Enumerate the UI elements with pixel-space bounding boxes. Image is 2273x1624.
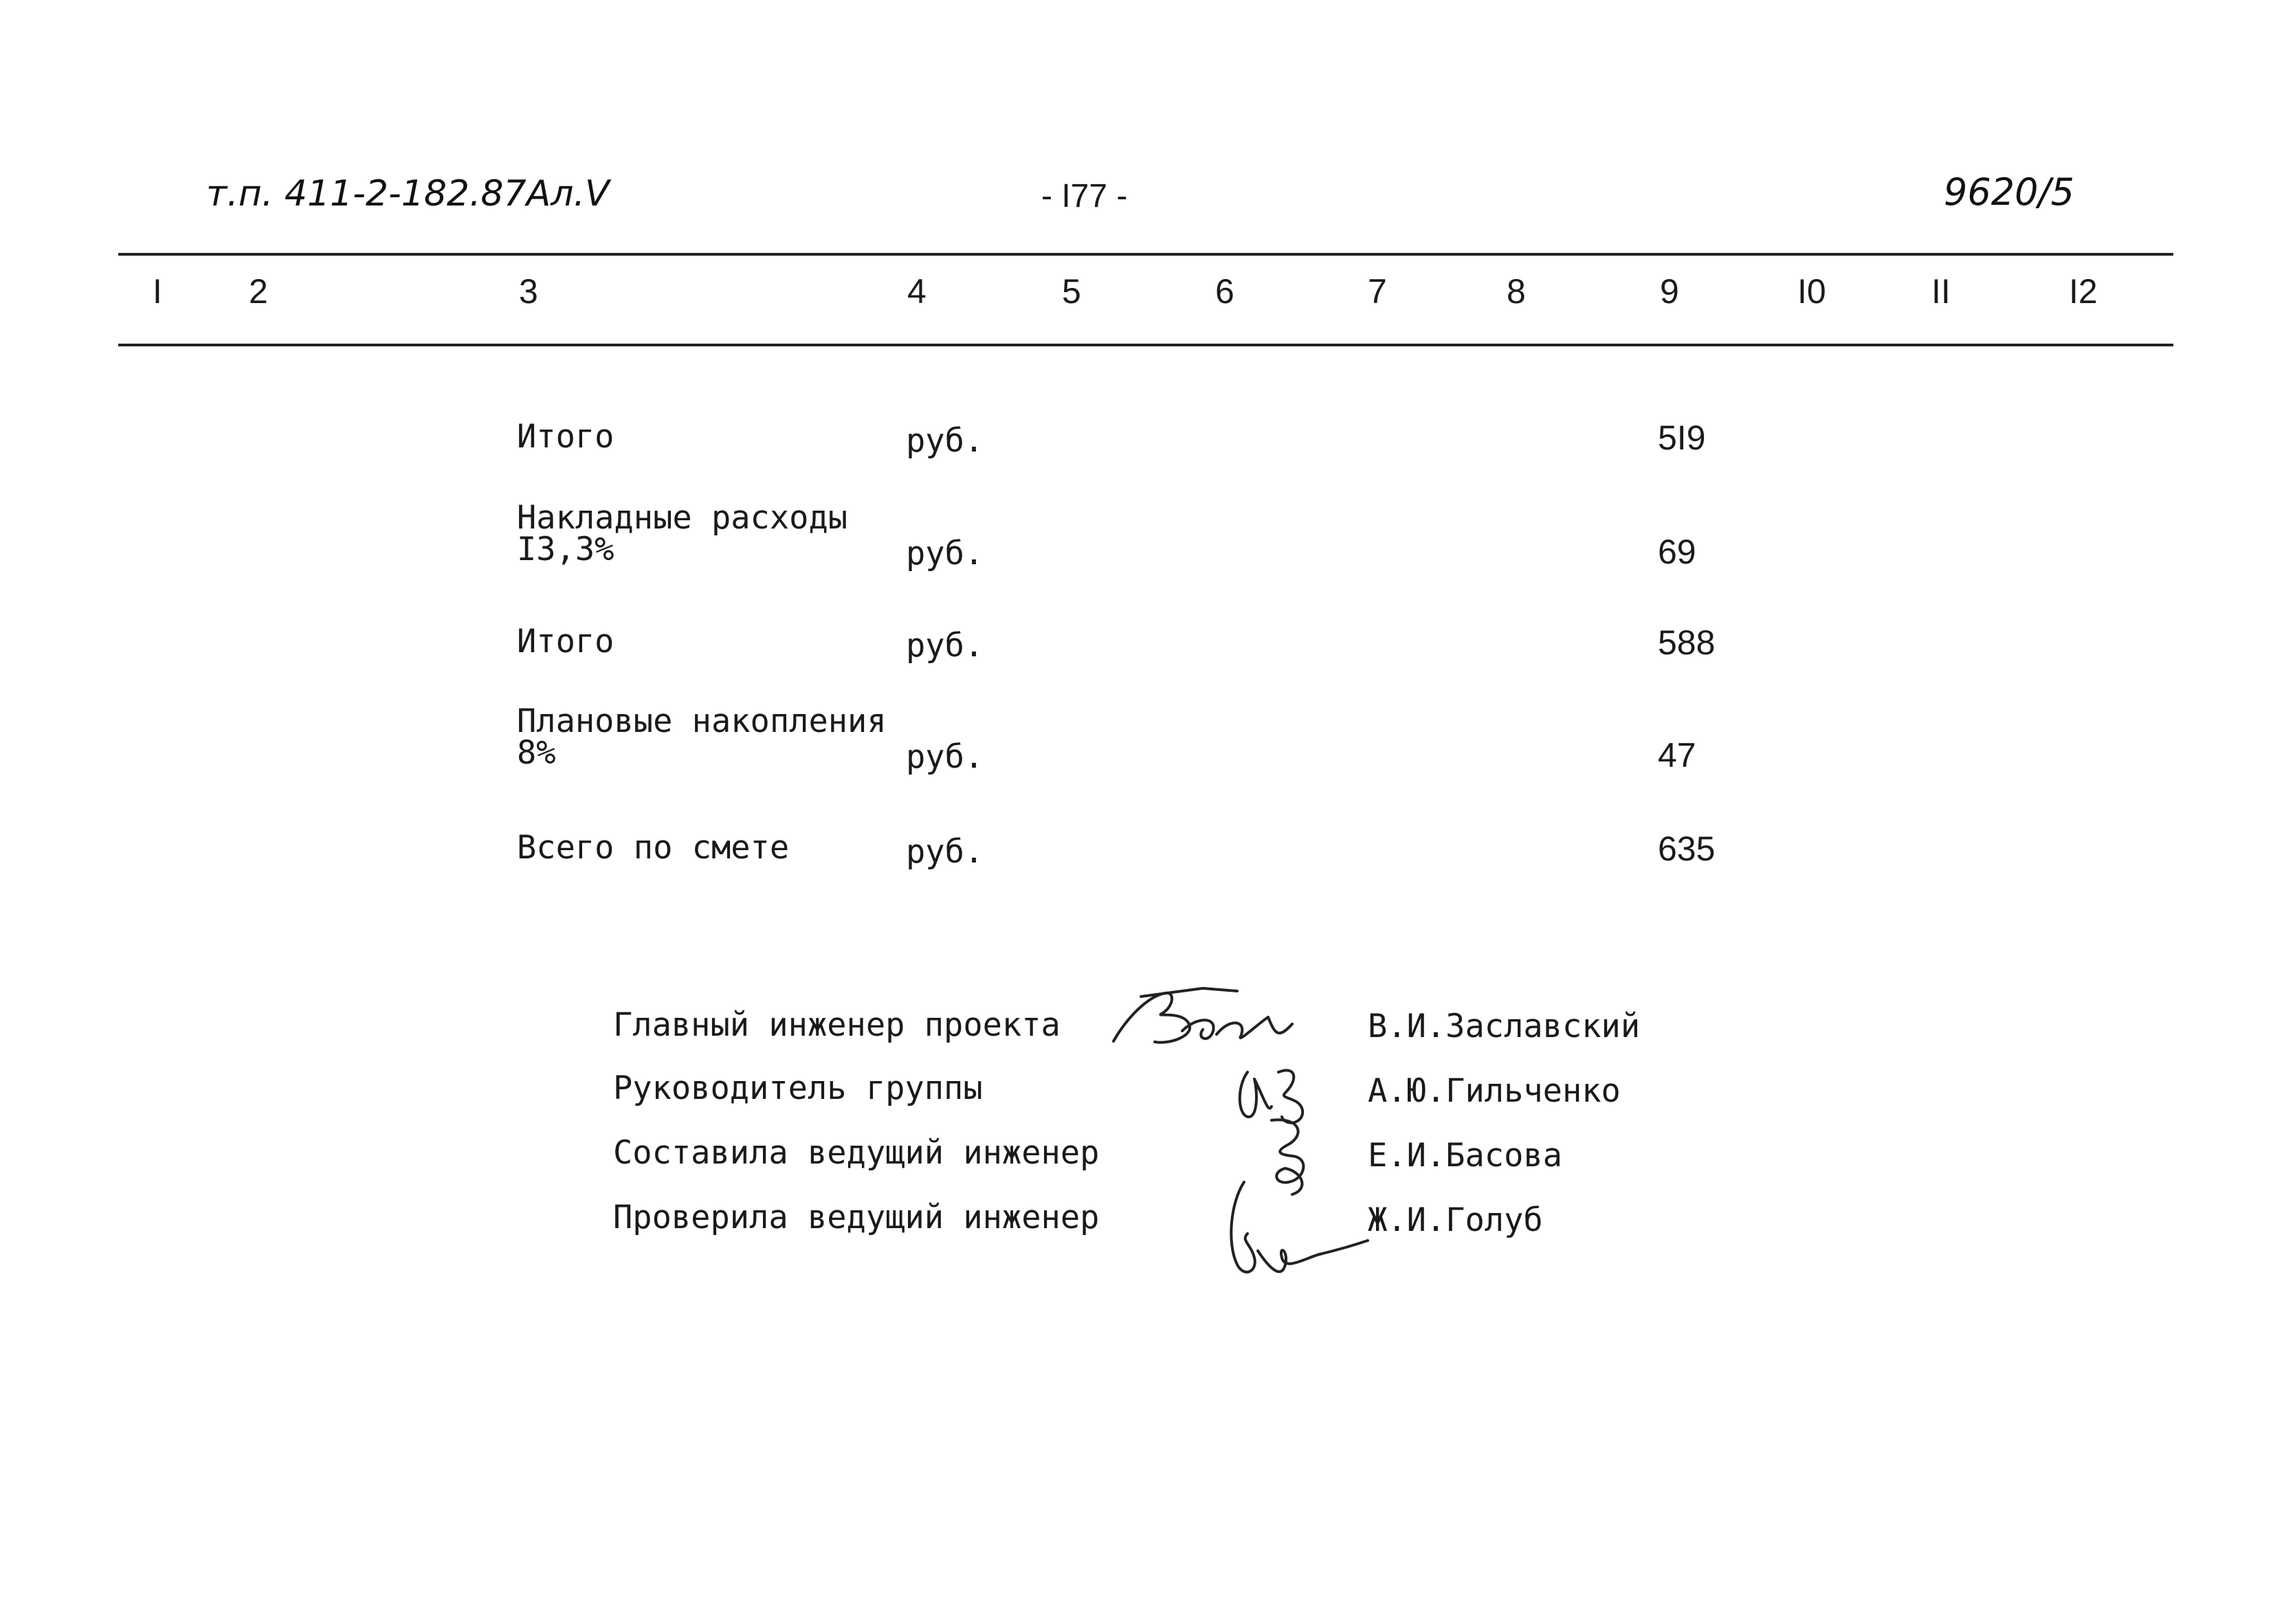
row-label-rate: 8% xyxy=(517,734,556,772)
document-code: т.п. 411-2-182.87Ал.V xyxy=(206,173,610,214)
row-label-rate: I3,3% xyxy=(517,531,614,568)
column-number: 7 xyxy=(1368,272,1387,311)
row-label: Итого xyxy=(517,623,614,660)
column-number: 2 xyxy=(249,272,268,311)
row-value: 47 xyxy=(1658,736,1696,775)
column-number: 4 xyxy=(907,272,927,311)
column-number: 5 xyxy=(1062,272,1081,311)
column-number: 3 xyxy=(519,272,538,311)
row-label: Итого xyxy=(517,418,614,456)
column-number: 6 xyxy=(1215,272,1234,311)
column-number: 9 xyxy=(1660,272,1679,311)
column-number: I xyxy=(153,272,162,311)
column-number: 8 xyxy=(1507,272,1526,311)
column-number: II xyxy=(1931,272,1951,311)
row-label: Накладные расходы xyxy=(517,499,848,537)
signatory-name: Ж.И.Голуб xyxy=(1368,1201,1543,1239)
signatory-role: Главный инженер проекта xyxy=(613,1006,1061,1044)
row-label: Всего по смете xyxy=(517,829,790,867)
signatory-role: Составила ведущий инженер xyxy=(613,1134,1100,1172)
signature-checking-engineer xyxy=(1217,1168,1388,1292)
signature-chief-engineer xyxy=(1100,976,1327,1065)
row-value: 5I9 xyxy=(1658,419,1706,457)
signatory-name: А.Ю.Гильченко xyxy=(1368,1072,1621,1110)
signatory-name: В.И.Заславский xyxy=(1368,1008,1641,1045)
column-number: I2 xyxy=(2069,272,2098,311)
header-bottom-rule xyxy=(118,344,2173,346)
row-unit: руб. xyxy=(906,627,984,665)
row-unit: руб. xyxy=(906,535,984,572)
row-value: 69 xyxy=(1658,533,1696,571)
row-label: Плановые накопления xyxy=(517,702,887,740)
column-number: I0 xyxy=(1797,272,1826,311)
row-value: 635 xyxy=(1658,830,1716,868)
signatory-role: Проверила ведущий инженер xyxy=(613,1199,1100,1236)
row-unit: руб. xyxy=(906,738,984,776)
header-top-rule xyxy=(118,253,2173,256)
row-unit: руб. xyxy=(906,833,984,871)
page-number: - I77 - xyxy=(1041,178,1128,214)
row-unit: руб. xyxy=(906,422,984,460)
sheet-reference: 9620/5 xyxy=(1944,170,2074,214)
row-value: 588 xyxy=(1658,623,1716,662)
signatory-role: Руководитель группы xyxy=(613,1069,983,1107)
signatory-name: Е.И.Басова xyxy=(1368,1137,1562,1175)
